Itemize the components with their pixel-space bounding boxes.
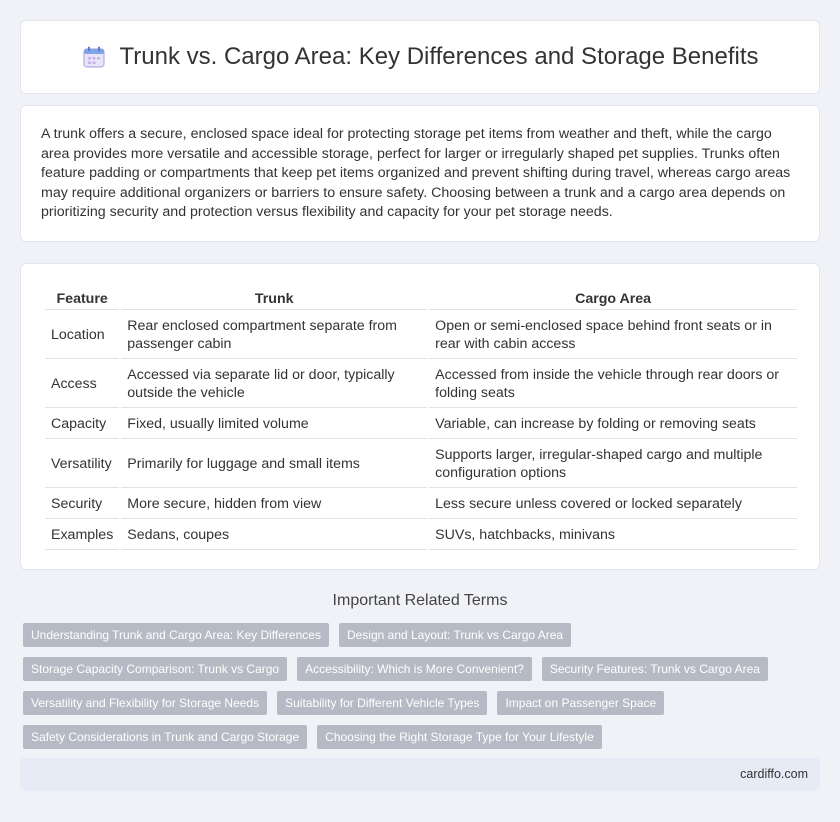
related-term-tag[interactable]: Storage Capacity Comparison: Trunk vs Cargo	[23, 657, 287, 681]
table-cell: Less secure unless covered or locked separately	[429, 490, 797, 519]
related-term-tag[interactable]: Safety Considerations in Trunk and Cargo Storage	[23, 725, 307, 749]
header-feature: Feature	[45, 286, 119, 310]
title-card	[20, 20, 820, 94]
table-cell: Location	[45, 312, 119, 359]
footer-site-link[interactable]: cardiffo.com	[740, 767, 808, 781]
table-row	[45, 312, 797, 359]
table-cell: Supports larger, irregular-shaped cargo and multiple configuration options	[429, 441, 797, 488]
table-cell: Security	[45, 490, 119, 519]
table-row	[45, 441, 797, 488]
table-header-row	[45, 286, 797, 310]
related-term-tag[interactable]: Security Features: Trunk vs Cargo Area	[542, 657, 768, 681]
table-cell: Accessed from inside the vehicle through rear doors or folding seats	[429, 361, 797, 408]
header-trunk: Trunk	[121, 286, 427, 310]
table-row	[45, 361, 797, 408]
footer	[20, 758, 820, 791]
calendar-icon	[82, 45, 106, 69]
page-title: Trunk vs. Cargo Area: Key Differences and Storage Benefits	[119, 43, 759, 70]
intro-card	[20, 105, 820, 242]
table-cell: Sedans, coupes	[121, 521, 427, 550]
comparison-table	[43, 284, 799, 552]
table-row	[45, 521, 797, 550]
table-cell: Versatility	[45, 441, 119, 488]
table-cell: Primarily for luggage and small items	[121, 441, 427, 488]
table-cell: Examples	[45, 521, 119, 550]
related-term-tag[interactable]: Accessibility: Which is More Convenient?	[297, 657, 532, 681]
related-term-tag[interactable]: Suitability for Different Vehicle Types	[277, 691, 487, 715]
related-term-tag[interactable]: Understanding Trunk and Cargo Area: Key Differences	[23, 623, 329, 647]
table-cell: Variable, can increase by folding or removing seats	[429, 410, 797, 439]
table-row	[45, 410, 797, 439]
table-cell: Capacity	[45, 410, 119, 439]
related-terms-title: Important Related Terms	[332, 592, 508, 609]
table-row	[45, 490, 797, 519]
related-terms-list	[23, 623, 803, 759]
intro-text: A trunk offers a secure, enclosed space ideal for protecting storage pet items from weather and theft, while the cargo area provides more versatile and accessible storage, perfect for larger or irregularly shaped pet supplies. Trunks often feature padding or compartments that keep pet items organized and prevent shifting during travel, whereas cargo areas may require additional organizers or barriers to ensure safety. Choosing between a trunk and a cargo area depends on prioritizing security and protection versus flexibility and capacity for your pet storage needs.	[41, 126, 791, 220]
table-cell: Open or semi-enclosed space behind front seats or in rear with cabin access	[429, 312, 797, 359]
related-term-tag[interactable]: Versatility and Flexibility for Storage Needs	[23, 691, 267, 715]
table-cell: SUVs, hatchbacks, minivans	[429, 521, 797, 550]
header-cargo-area: Cargo Area	[429, 286, 797, 310]
table-cell: Fixed, usually limited volume	[121, 410, 427, 439]
table-cell: Accessed via separate lid or door, typically outside the vehicle	[121, 361, 427, 408]
related-term-tag[interactable]: Choosing the Right Storage Type for Your Lifestyle	[317, 725, 602, 749]
related-term-tag[interactable]: Design and Layout: Trunk vs Cargo Area	[339, 623, 571, 647]
table-cell: Access	[45, 361, 119, 408]
related-term-tag[interactable]: Impact on Passenger Space	[497, 691, 664, 715]
comparison-card	[20, 263, 820, 570]
table-cell: More secure, hidden from view	[121, 490, 427, 519]
table-cell: Rear enclosed compartment separate from passenger cabin	[121, 312, 427, 359]
